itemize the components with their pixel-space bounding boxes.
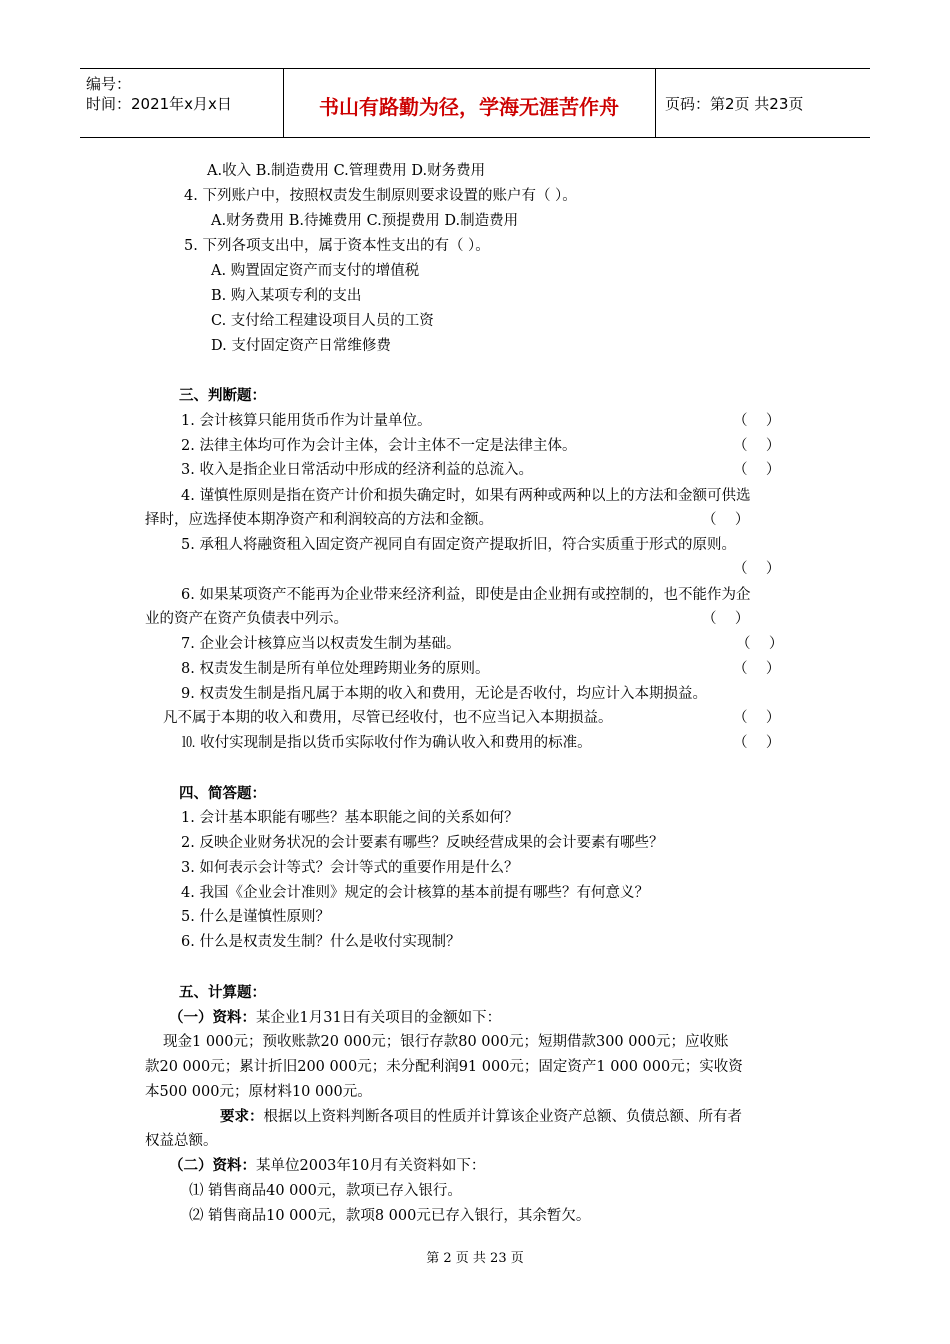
judge-q6-line2: 业的资产在资产负债表中列示。 <box>145 611 348 627</box>
calc-problem1-text: 某企业1月31日有关项目的金额如下： <box>256 1010 502 1026</box>
mc-q4: 4. 下列账户中，按照权责发生制原则要求设置的账户有（ ）。 <box>184 188 577 204</box>
page-header <box>80 68 870 138</box>
answer-blank: （ ） <box>733 735 781 751</box>
section-judge-heading: 三、判断题： <box>179 388 266 404</box>
answer-blank: （ ） <box>733 462 781 478</box>
judge-q5: 5. 承租人将融资租入固定资产视同自有固定资产提取折旧，符合实质重于形式的原则。 <box>181 537 736 553</box>
judge-q8: 8. 权责发生制是所有单位处理跨期业务的原则。 <box>181 661 490 677</box>
calc-problem1-line1: 现金1 000元；预收账款20 000元；银行存款80 000元；短期借款300 000元；应收账 <box>163 1034 729 1050</box>
date-line: 时间：2021年x月x日 <box>86 95 232 113</box>
mc-q5: 5. 下列各项支出中，属于资本性支出的有（ ）。 <box>184 238 490 254</box>
answer-blank: （ ） <box>733 438 781 454</box>
header-left-cell <box>80 69 284 137</box>
header-motto-cell <box>283 69 656 137</box>
short-q2: 2. 反映企业财务状况的会计要素有哪些？反映经营成果的会计要素有哪些？ <box>181 835 664 851</box>
answer-blank: （ ） <box>733 413 781 429</box>
section-short-heading: 四、简答题： <box>179 786 266 802</box>
answer-blank: （ ） <box>702 611 750 627</box>
answer-blank: （ ） <box>702 512 750 528</box>
judge-q2: 2. 法律主体均可作为会计主体，会计主体不一定是法律主体。 <box>181 438 577 454</box>
mc-q5-option-a: A. 购置固定资产而支付的增值税 <box>211 263 420 279</box>
judge-q9-line2: 凡不属于本期的收入和费用，尽管已经收付，也不应当记入本期损益。 <box>163 710 613 726</box>
calc-requirement-text: 根据以上资料判断各项目的性质并计算该企业资产总额、负债总额、所有者 <box>263 1109 742 1125</box>
calc-requirement-line2: 权益总额。 <box>145 1133 218 1149</box>
calc-problem1-label: （一）资料： <box>169 1010 256 1026</box>
document-number-label: 编号： <box>86 75 132 93</box>
answer-blank: （ ） <box>736 636 784 652</box>
calc-problem2-item1: ⑴ 销售商品40 000元，款项已存入银行。 <box>189 1183 462 1199</box>
judge-q10: ⒑ 收付实现制是指以货币实际收付作为确认收入和费用的标准。 <box>181 735 592 751</box>
calc-requirement-label: 要求： <box>220 1109 264 1125</box>
section-calc-heading: 五、计算题： <box>179 985 266 1001</box>
short-q6: 6. 什么是权责发生制？什么是收付实现制？ <box>181 934 461 950</box>
short-q3: 3. 如何表示会计等式？会计等式的重要作用是什么？ <box>181 860 519 876</box>
motto: 书山有路勤为径，学海无涯苦作舟 <box>319 95 619 119</box>
calc-problem1-line3: 本500 000元；原材料10 000元。 <box>145 1084 372 1100</box>
judge-q3: 3. 收入是指企业日常活动中形成的经济利益的总流入。 <box>181 462 533 478</box>
judge-q4-line2: 择时，应选择使本期净资产和利润较高的方法和金额。 <box>145 512 493 528</box>
judge-q7: 7. 企业会计核算应当以权责发生制为基础。 <box>181 636 461 652</box>
calc-problem2-text: 某单位2003年10月有关资料如下： <box>256 1158 486 1174</box>
page-footer: 第 2 页 共 23 页 <box>426 1251 524 1266</box>
answer-blank: （ ） <box>733 561 781 577</box>
judge-q9-line1: 9. 权责发生制是指凡属于本期的收入和费用，无论是否收付，均应计入本期损益。 <box>181 686 707 702</box>
mc-q3-options: A.收入 B.制造费用 C.管理费用 D.财务费用 <box>207 163 486 179</box>
calc-problem1-line2: 款20 000元；累计折旧200 000元；未分配利润91 000元；固定资产1 000 000元；实收资 <box>145 1059 743 1075</box>
judge-q4-line1: 4. 谨慎性原则是指在资产计价和损失确定时，如果有两种或两种以上的方法和金额可供选 <box>181 488 751 504</box>
short-q4: 4. 我国《企业会计准则》规定的会计核算的基本前提有哪些？有何意义？ <box>181 885 649 901</box>
mc-q5-option-c: C. 支付给工程建设项目人员的工资 <box>211 313 434 329</box>
answer-blank: （ ） <box>733 661 781 677</box>
mc-q4-options: A.财务费用 B.待摊费用 C.预提费用 D.制造费用 <box>211 213 519 229</box>
mc-q5-option-b: B. 购入某项专利的支出 <box>211 288 362 304</box>
judge-q6-line1: 6. 如果某项资产不能再为企业带来经济利益，即使是由企业拥有或控制的，也不能作为企 <box>181 587 751 603</box>
calc-problem2-label: （二）资料： <box>169 1158 256 1174</box>
short-q1: 1. 会计基本职能有哪些？基本职能之间的关系如何？ <box>181 810 519 826</box>
header-page-cell <box>655 69 870 137</box>
judge-q1: 1. 会计核算只能用货币作为计量单位。 <box>181 413 432 429</box>
page-info: 页码：第2页 共23页 <box>665 95 804 113</box>
calc-problem1-intro <box>169 1009 501 1027</box>
mc-q5-option-d: D. 支付固定资产日常维修费 <box>211 338 391 354</box>
short-q5: 5. 什么是谨慎性原则？ <box>181 909 330 925</box>
calc-problem2-intro <box>169 1157 485 1175</box>
answer-blank: （ ） <box>733 710 781 726</box>
calc-problem2-item2: ⑵ 销售商品10 000元，款项8 000元已存入银行，其余暂欠。 <box>189 1208 591 1224</box>
calc-requirement <box>220 1108 742 1126</box>
